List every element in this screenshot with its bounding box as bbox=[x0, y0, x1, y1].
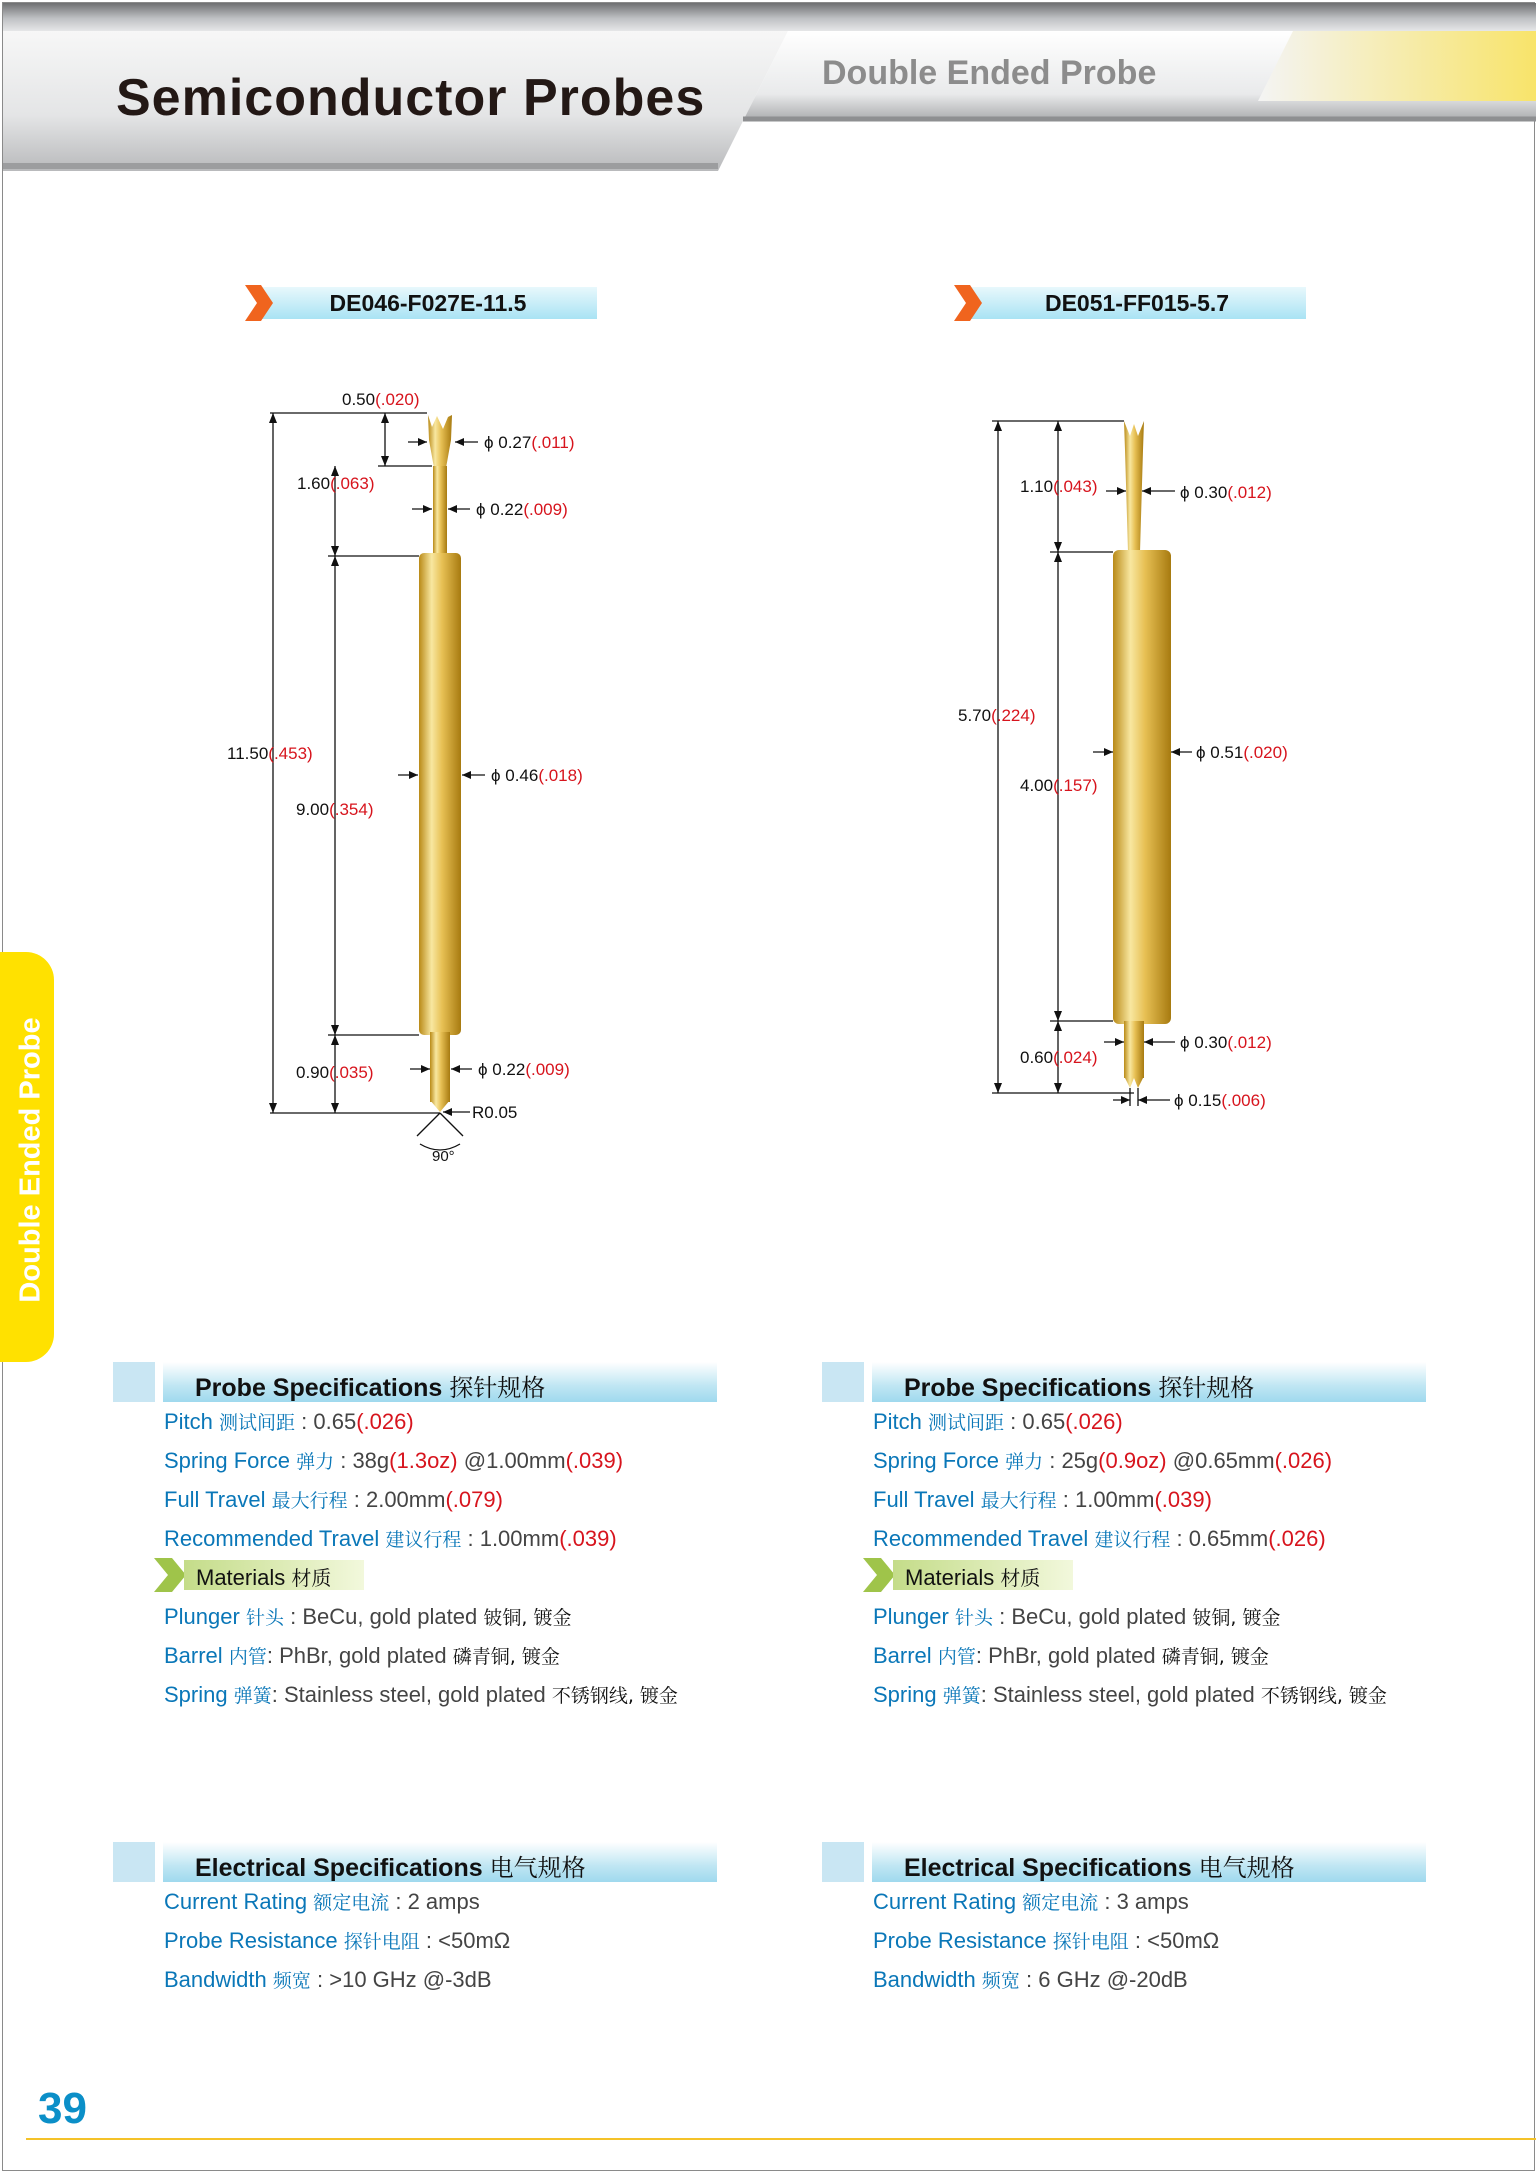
spec-plunger: Plunger 针头 : BeCu, gold plated 铍铜, 镀金 bbox=[164, 1604, 572, 1629]
dim-label: 9.00(.354) bbox=[296, 800, 374, 819]
top-bar bbox=[3, 3, 1536, 31]
dim-label: 11.50(.453) bbox=[227, 744, 313, 763]
dim-label: 0.50(.020) bbox=[342, 390, 420, 409]
footer-line bbox=[26, 2138, 1536, 2140]
model-tag-left bbox=[245, 285, 597, 321]
spec-barrel: Barrel 内管: PhBr, gold plated 磷青铜, 镀金 bbox=[164, 1643, 560, 1668]
spec-full-travel: Full Travel 最大行程 : 1.00mm(.039) bbox=[873, 1487, 1212, 1512]
probe-drawing-left bbox=[200, 380, 620, 1180]
model-tag-right bbox=[954, 285, 1306, 321]
spec-bandwidth: Bandwidth 频宽 : 6 GHz @-20dB bbox=[873, 1967, 1188, 1992]
dim-label: ϕ 0.51(.020) bbox=[1196, 743, 1288, 762]
spec-spring-force: Spring Force 弹力 : 25g(0.9oz) @0.65mm(.026) bbox=[873, 1448, 1333, 1473]
spec-spring-force: Spring Force 弹力 : 38g(1.3oz) @1.00mm(.039) bbox=[164, 1448, 624, 1473]
dim-label: ϕ 0.30(.012) bbox=[1180, 483, 1272, 502]
spec-probe-resistance: Probe Resistance 探针电阻 : <50mΩ bbox=[164, 1928, 511, 1953]
spec-plunger: Plunger 针头 : BeCu, gold plated 铍铜, 镀金 bbox=[873, 1604, 1281, 1629]
spec-pitch: Pitch 测试间距 : 0.65(.026) bbox=[873, 1409, 1123, 1434]
dim-label: ϕ 0.46(.018) bbox=[491, 766, 583, 785]
dim-label: 0.90(.035) bbox=[296, 1063, 374, 1082]
spec-probe-resistance: Probe Resistance 探针电阻 : <50mΩ bbox=[873, 1928, 1220, 1953]
probe-drawing-right bbox=[950, 400, 1310, 1120]
spec-recommended-travel: Recommended Travel 建议行程 : 0.65mm(.026) bbox=[873, 1526, 1326, 1551]
dim-label: R0.05 bbox=[472, 1103, 518, 1122]
dim-label: 1.10(.043) bbox=[1020, 477, 1098, 496]
dim-label: 1.60(.063) bbox=[297, 474, 375, 493]
dim-label: ϕ 0.30(.012) bbox=[1180, 1033, 1272, 1052]
spec-current-rating: Current Rating 额定电流 : 2 amps bbox=[164, 1889, 480, 1914]
spec-bandwidth: Bandwidth 频宽 : >10 GHz @-3dB bbox=[164, 1967, 492, 1992]
dim-label: ϕ 0.22(.009) bbox=[476, 500, 568, 519]
green-arrow-icon bbox=[863, 1558, 895, 1592]
dim-label: ϕ 0.15(.006) bbox=[1174, 1091, 1266, 1110]
probe-body bbox=[1113, 421, 1171, 1088]
spec-pitch: Pitch 测试间距 : 0.65(.026) bbox=[164, 1409, 414, 1434]
page-number: 39 bbox=[38, 2084, 87, 2133]
spec-current-rating: Current Rating 额定电流 : 3 amps bbox=[873, 1889, 1189, 1914]
dim-label: 0.60(.024) bbox=[1020, 1048, 1098, 1067]
spec-spring: Spring 弹簧: Stainless steel, gold plated 不锈钢线, 镀金 bbox=[164, 1682, 678, 1707]
page-title: Semiconductor Probes bbox=[116, 69, 706, 127]
model-name: DE046-F027E-11.5 bbox=[329, 290, 527, 316]
dim-label: ϕ 0.27(.011) bbox=[484, 433, 575, 452]
dim-label: ϕ 0.22(.009) bbox=[478, 1060, 570, 1079]
side-tab-label: Double Ended Probe bbox=[14, 1017, 47, 1303]
spec-spring: Spring 弹簧: Stainless steel, gold plated 不锈钢线, 镀金 bbox=[873, 1682, 1387, 1707]
spec-barrel: Barrel 内管: PhBr, gold plated 磷青铜, 镀金 bbox=[873, 1643, 1269, 1668]
probe-body bbox=[419, 415, 461, 1112]
model-name: DE051-FF015-5.7 bbox=[1044, 290, 1230, 316]
dim-label: 5.70(.224) bbox=[958, 706, 1036, 725]
green-arrow-icon bbox=[154, 1558, 186, 1592]
dim-label: 4.00(.157) bbox=[1020, 776, 1098, 795]
page-subtitle: Double Ended Probe bbox=[822, 54, 1157, 92]
dim-label: 90° bbox=[432, 1148, 455, 1165]
spec-full-travel: Full Travel 最大行程 : 2.00mm(.079) bbox=[164, 1487, 503, 1512]
spec-recommended-travel: Recommended Travel 建议行程 : 1.00mm(.039) bbox=[164, 1526, 617, 1551]
